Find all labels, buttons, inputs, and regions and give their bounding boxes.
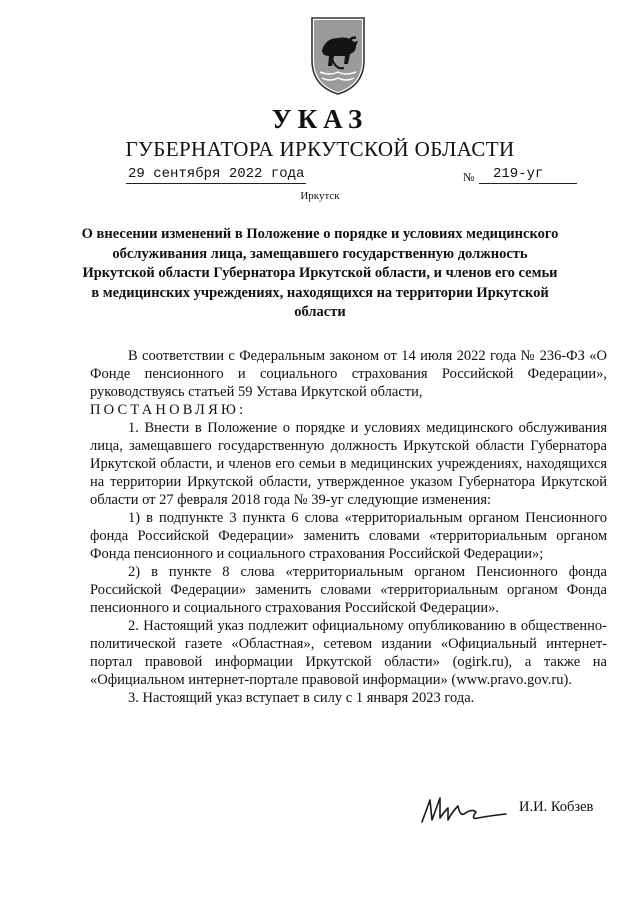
- decree-subject: О внесении изменений в Положение о порядке и условиях медицинского обслуживания лица, замещавшего государственную должность Иркутской области Губернатора Иркутской области, и членов его семьи в медицинских учреждениях, находящихся на территории Иркутской области: [81, 226, 559, 320]
- item-1: 1. Внести в Положение о порядке и условиях медицинского обслуживания лица, замещавшего государственную должность Иркутской области Губернатора Иркутской области, и членов его семьи в медицинских учреждениях, находящихся на территории Иркутской области, утвержденное указом Губернатора Иркутской области от 27 февраля 2018 года № 39-уг следующие изменения:: [90, 420, 607, 508]
- signer-name: И.И. Кобзев: [519, 799, 594, 815]
- postanovlyayu: ПОСТАНОВЛЯЮ:: [90, 402, 247, 418]
- item-2: 2. Настоящий указ подлежит официальному опубликованию в общественно-политической газете «Областная», сетевом издании «Официальный интернет-портал правовой информации Иркутской области» (ogirk.ru), а также на «Официальном интернет-портале правовой информации» (www.pravo.gov.ru).: [90, 618, 607, 688]
- handwritten-signature: [418, 790, 518, 832]
- preamble: В соответствии с Федеральным законом от 14 июля 2022 года № 236-ФЗ «О Фонде пенсионного и социального страхования Российской Федерации», руководствуясь статьей 59 Устава Иркутской области,: [90, 348, 607, 400]
- number-sign: №: [463, 170, 475, 184]
- decree-title: УКАЗ: [271, 104, 369, 134]
- decree-date: 29 сентября 2022 года: [128, 166, 305, 182]
- issuing-authority: ГУБЕРНАТОРА ИРКУТСКОЙ ОБЛАСТИ: [125, 137, 515, 161]
- city-label: Иркутск: [300, 190, 340, 202]
- item-3: 3. Настоящий указ вступает в силу с 1 января 2023 года.: [128, 690, 475, 706]
- item-1-sub-2: 2) в пункте 8 слова «территориальным органом Пенсионного фонда Российской Федерации» заменить словами «территориальным органом Фонда пенсионного и социального страхования Российской Федерации».: [90, 564, 607, 616]
- coat-of-arms-icon: [308, 14, 368, 96]
- decree-number: 219-уг: [479, 166, 577, 184]
- decree-body: [90, 347, 607, 707]
- item-1-sub-1: 1) в подпункте 3 пункта 6 слова «территориальным органом Пенсионного фонда Российской Федерации» заменить словами «территориальным органом Фонда пенсионного и социального страхования Российской Федерации»;: [90, 510, 607, 562]
